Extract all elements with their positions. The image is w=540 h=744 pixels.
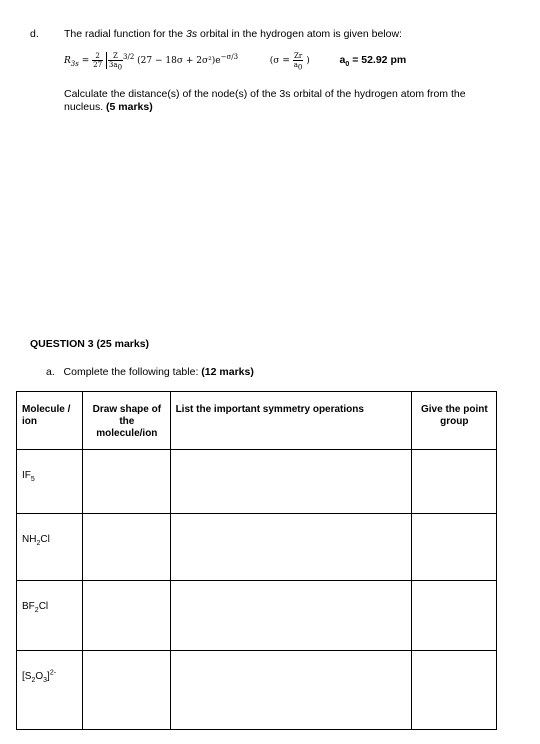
intro-orbital: 3s [186,28,198,40]
a0-value: $a_0 = 52.92$ pm [339,54,407,69]
eq-sigma-frac: $\frac{Zr}{a_0}$ [293,52,303,72]
shape-cell[interactable] [83,450,170,514]
table-header-row [17,392,497,450]
molecule-cell-s2o3: $[S_2O_3]^{2-}$ [17,651,83,730]
eq-frac2: $\frac{Z}{3a_0}$ [106,52,123,69]
table-row [17,450,497,514]
symmetry-cell[interactable] [170,651,411,730]
molecule-cell-if5: $IF_5$ [17,450,83,514]
intro-text-1: The radial function for the [64,28,186,40]
header-shape: Draw shape of the molecule/ion [83,392,170,450]
symmetry-cell[interactable] [170,581,411,651]
header-molecule: Molecule / ion [17,392,83,450]
eq-sigma-close: ) [306,56,310,66]
part-d-label: d. [30,28,39,40]
eq-poly: (27 − 18σ + 2σ²)e [137,56,221,66]
part-d-marks: (5 marks) [106,101,153,113]
eq-sigma-lhs: (σ = [269,56,290,66]
part-d-question-text: Calculate the distance(s) of the node(s) of the 3s orbital of the hydrogen atom from the nucleus. [64,88,466,113]
molecule-cell-nh2cl: $NH_2Cl$ [17,514,83,581]
eq-exp: −σ/3 [220,53,239,61]
point-group-cell[interactable] [411,514,496,581]
point-group-cell[interactable] [411,651,496,730]
symmetry-cell[interactable] [170,514,411,581]
molecule-cell-bf2cl: $BF_2Cl$ [17,581,83,651]
radial-equation [64,52,406,82]
part-a-label: a. [46,366,55,378]
part-a-text: Complete the following table: [63,366,199,378]
eq-frac1: $\frac{2}{27}$ [93,52,103,69]
eq-equals: = [81,56,90,66]
intro-text-2: orbital in the hydrogen atom is given below: [197,28,402,40]
question3-part-a [46,366,254,378]
eq-lhs: $R_{3s}$ [64,56,79,68]
table-row [17,651,497,730]
header-point-group: Give the point group [411,392,496,450]
part-d-intro [64,28,402,40]
symmetry-cell[interactable] [170,450,411,514]
question3-title: QUESTION 3 (25 marks) [30,338,150,350]
table-row [17,581,497,651]
symmetry-table [16,391,497,730]
eq-power: 3/2 [123,53,135,61]
shape-cell[interactable] [83,651,170,730]
table-row [17,514,497,581]
shape-cell[interactable] [83,514,170,581]
header-symmetry: List the important symmetry operations [170,392,411,450]
shape-cell[interactable] [83,581,170,651]
point-group-cell[interactable] [411,450,496,514]
point-group-cell[interactable] [411,581,496,651]
part-a-marks: (12 marks) [201,366,254,378]
part-d-question [64,88,484,114]
